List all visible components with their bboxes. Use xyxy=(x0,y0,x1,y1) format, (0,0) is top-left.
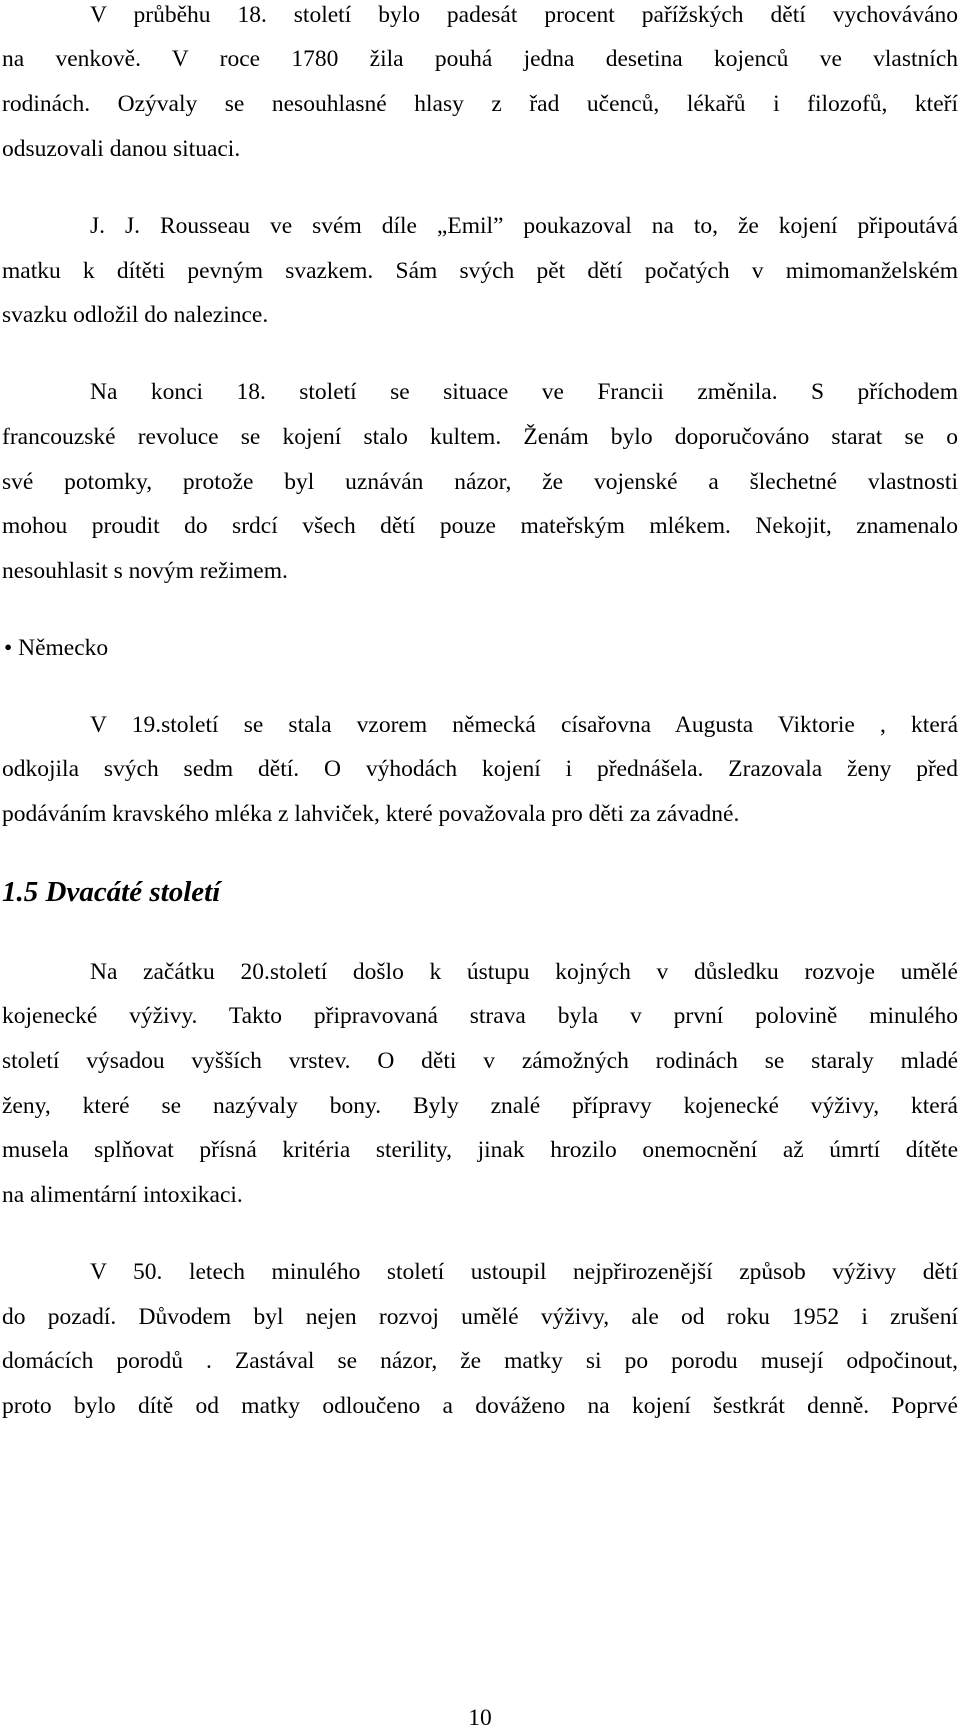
paragraph-5-line-4: ženy, které se nazývaly bony. Byly znalé přípravy kojenecké výživy, která xyxy=(2,1093,958,1119)
paragraph-3-line-1: Na konci 18. století se situace ve Francii změnila. S příchodem xyxy=(90,379,958,405)
paragraph-5-line-1: Na začátku 20.století došlo k ústupu kojných v důsledku rozvoje umělé xyxy=(90,959,958,985)
bullet-nemecko: • Německo xyxy=(4,635,109,661)
paragraph-6-line-2: do pozadí. Důvodem byl nejen rozvoj umělé výživy, ale od roku 1952 i zrušení xyxy=(2,1304,958,1330)
paragraph-6-line-1: V 50. letech minulého století ustoupil nejpřirozenější způsob výživy dětí xyxy=(90,1259,958,1285)
paragraph-6-line-3: domácích porodů . Zastával se názor, že matky si po porodu musejí odpočinout, xyxy=(2,1348,958,1374)
paragraph-3-line-4: mohou proudit do srdcí všech dětí pouze mateřským mlékem. Nekojit, znamenalo xyxy=(2,513,958,539)
section-heading: 1.5 Dvacáté století xyxy=(2,876,221,908)
paragraph-1-line-1: V průběhu 18. století bylo padesát procent pařížských dětí vychováváno xyxy=(90,2,958,28)
page-number: 10 xyxy=(468,1705,492,1731)
paragraph-5-line-3: století výsadou vyšších vrstev. O děti v zámožných rodinách se staraly mladé xyxy=(2,1048,958,1074)
paragraph-6-line-4: proto bylo dítě od matky odloučeno a dováženo na kojení šestkrát denně. Poprvé xyxy=(2,1393,958,1419)
paragraph-3-line-5: nesouhlasit s novým režimem. xyxy=(2,558,288,584)
paragraph-1-line-4: odsuzovali danou situaci. xyxy=(2,136,241,162)
paragraph-4-line-3: podáváním kravského mléka z lahviček, které považovala pro děti za závadné. xyxy=(2,801,740,827)
paragraph-4-line-1: V 19.století se stala vzorem německá císařovna Augusta Viktorie , která xyxy=(90,712,958,738)
paragraph-2-line-3: svazku odložil do nalezince. xyxy=(2,302,269,328)
paragraph-1-line-3: rodinách. Ozývaly se nesouhlasné hlasy z řad učenců, lékařů i filozofů, kteří xyxy=(2,91,958,117)
paragraph-3-line-3: své potomky, protože byl uznáván názor, že vojenské a šlechetné vlastnosti xyxy=(2,469,958,495)
paragraph-5-line-5: musela splňovat přísná kritéria sterility, jinak hrozilo onemocnění až úmrtí dítěte xyxy=(2,1137,958,1163)
paragraph-1-line-2: na venkově. V roce 1780 žila pouhá jedna desetina kojenců ve vlastních xyxy=(2,46,958,72)
paragraph-2-line-1: J. J. Rousseau ve svém díle „Emil” poukazoval na to, že kojení připoutává xyxy=(90,213,958,239)
paragraph-4-line-2: odkojila svých sedm dětí. O výhodách kojení i přednášela. Zrazovala ženy před xyxy=(2,756,958,782)
paragraph-5-line-6: na alimentární intoxikaci. xyxy=(2,1182,243,1208)
paragraph-2-line-2: matku k dítěti pevným svazkem. Sám svých pět dětí počatých v mimomanželském xyxy=(2,258,958,284)
paragraph-3-line-2: francouzské revoluce se kojení stalo kultem. Ženám bylo doporučováno starat se o xyxy=(2,424,958,450)
paragraph-5-line-2: kojenecké výživy. Takto připravovaná strava byla v první polovině minulého xyxy=(2,1003,958,1029)
